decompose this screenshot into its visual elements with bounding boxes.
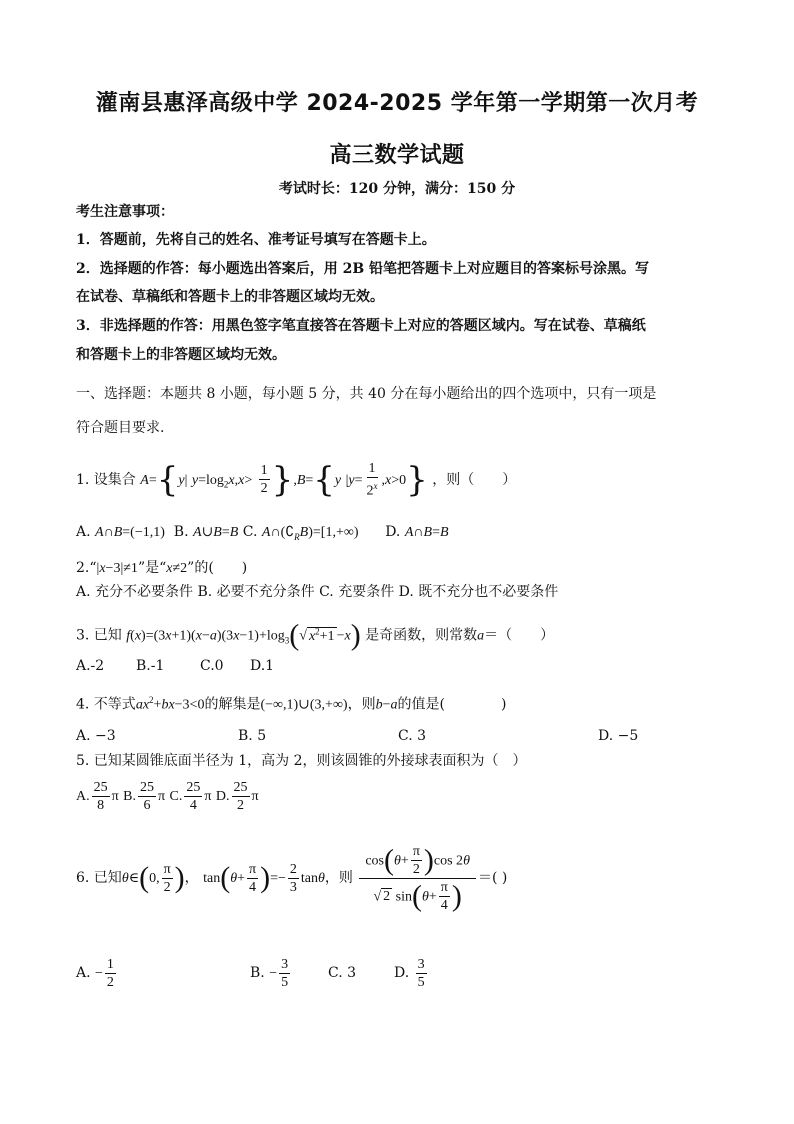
question-2-options: A. 充分不必要条件 B. 必要不充分条件 C. 充要条件 D. 既不充分也不必要条件 — [76, 584, 559, 600]
exam-title: 灌南县惠泽高级中学 2024-2025 学年第一学期第一次月考 — [95, 91, 699, 116]
exam-subtitle: 高三数学试题 — [329, 143, 465, 168]
section-heading-cont: 符合题目要求. — [76, 420, 165, 436]
question-2-stem: 2.“|x−3|≠1”是“x≠2”的( ) — [76, 560, 248, 576]
notice-item: 2．选择题的作答：每小题选出答案后，用 2B 铅笔把答题卡上对应题目的答案标号涂黑。写 — [76, 261, 650, 277]
question-3-options: A.-2 B.-1 C.0 D.1 — [76, 658, 275, 674]
exam-info: 考试时长：120 分钟，满分：150 分 — [278, 181, 516, 197]
notice-item: 1．答题前，先将自己的姓名、准考证号填写在答题卡上。 — [76, 232, 436, 248]
question-5-options: A. $\frac{25}{8}$ π B. $\frac{25}{6}$ π C. $\frac{25}{4}$ π D. $\frac{25}{2}$ π — [76, 779, 259, 813]
question-3-stem: 3. 已知 $f(x)=(3x+1)(x-a)(3x-1)+\log_3(√$ $x^2+1 -x$) 是奇函数，则常数a＝（ ） — [76, 618, 555, 652]
notice-item: 在试卷、草稿纸和答题卡上的非答题区域均无效。 — [76, 289, 384, 305]
question-4-options: A. −3 B. 5 C. 3 D. −5 — [76, 728, 639, 744]
question-1-stem: 1. 设集合 A={y| $y=\log_2x,x>$ $\frac{1}{2}$ },B={y |y= $\frac{1}{2^x}$ ,x>0} ，则（ ） — [76, 459, 517, 500]
section-heading: 一、选择题：本题共 8 小题，每小题 5 分，共 40 分在每小题给出的四个选项中，只有一项是 — [76, 386, 657, 402]
notice-item: 3．非选择题的作答：用黑色签字笔直接答在答题卡上对应的答题区域内。写在试卷、草稿纸 — [76, 318, 646, 334]
notice-heading: 考生注意事项： — [76, 204, 174, 220]
question-1-options: A. A∩B=(−1,1) B. A∪B=B C. $A\cap(∁_RB)=[1,+\infty)$ D. A∩B=B — [76, 524, 449, 542]
question-6-options: A. − $\frac{1}{2}$ B. − $\frac{3}{5}$ C. 3 D. $\frac{3}{5}$ — [76, 956, 425, 990]
question-6-stem: 6. 已知θ∈(0, $\frac{\pi}{2}$ )， tan(θ+ $\frac{\pi}{4}$ )=− $\frac{2}{3}$ tanθ，则 cos(θ+ $\frac{\pi}{2}$ )cos 2θ √ 2 sin(θ+ $\frac{\pi}{4}$ ) ＝( ) — [76, 843, 508, 913]
question-4-stem: 4. 不等式$ax^2+bx-3<0$的解集是(−∞,1)∪(3,+∞)，则b−a的值是( ) — [76, 695, 507, 713]
notice-item: 和答题卡上的非答题区域均无效。 — [76, 347, 286, 363]
question-5-stem: 5. 已知某圆锥底面半径为 1，高为 2，则该圆锥的外接球表面积为（ ） — [76, 753, 527, 769]
